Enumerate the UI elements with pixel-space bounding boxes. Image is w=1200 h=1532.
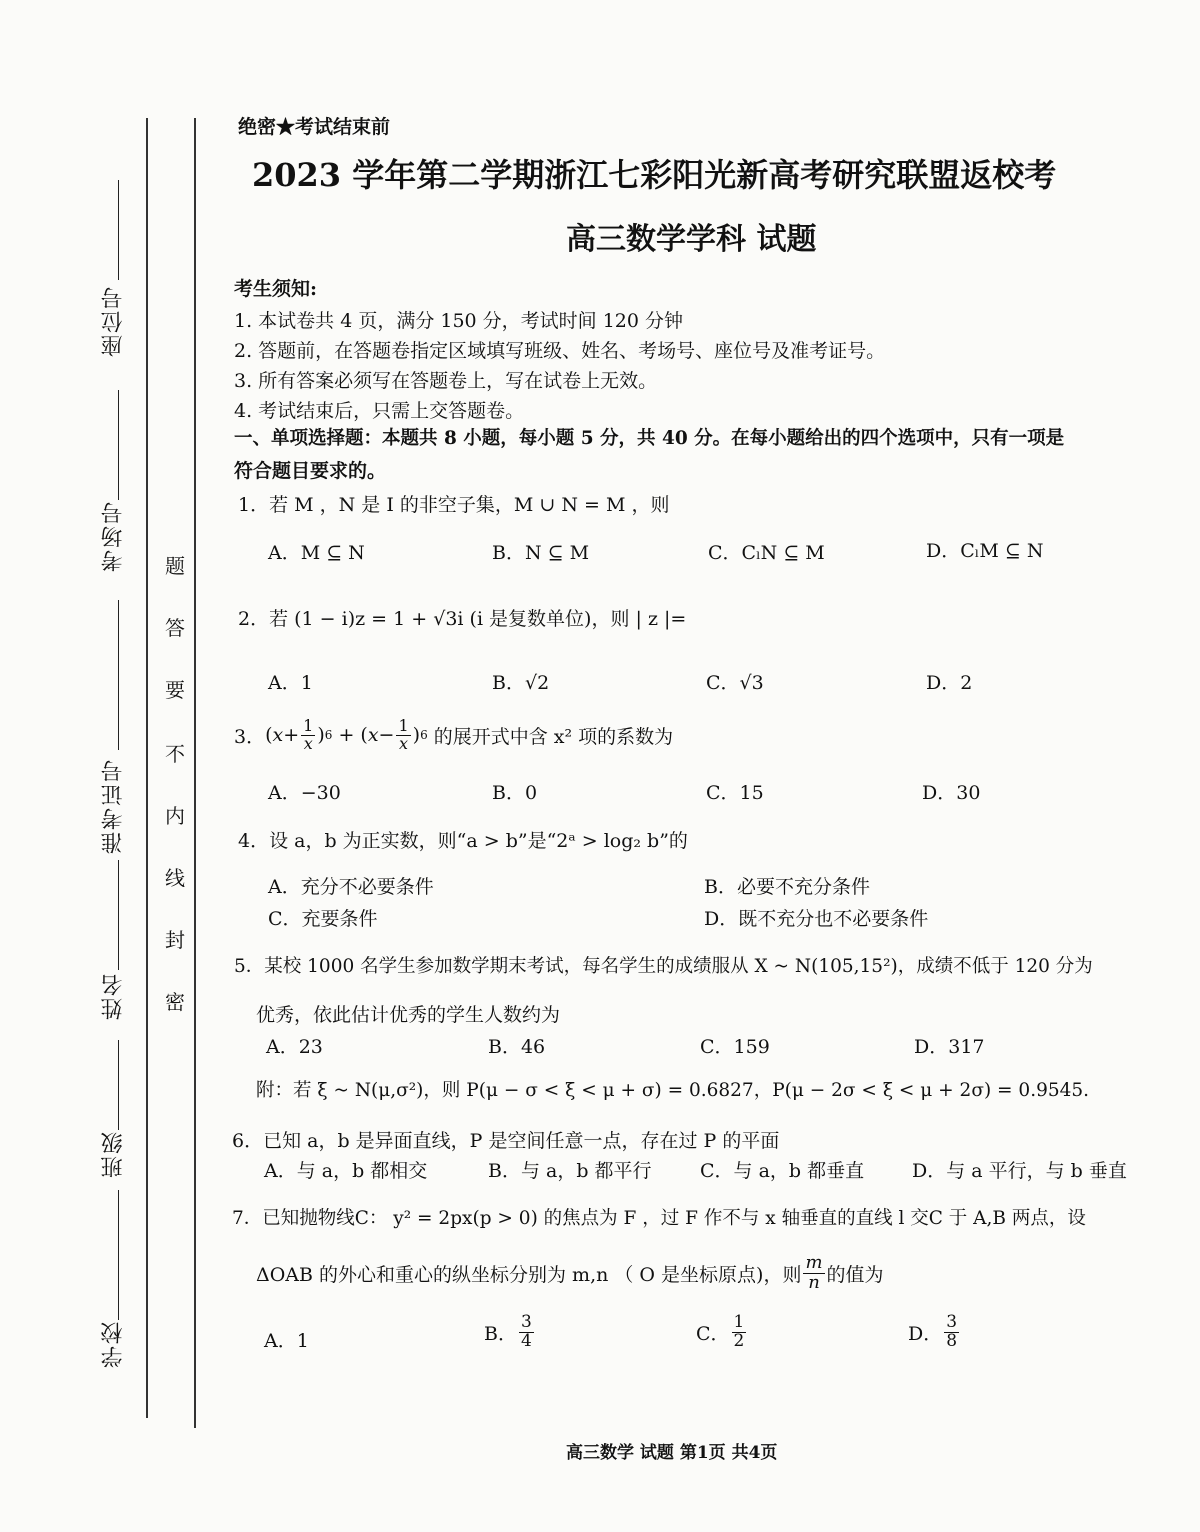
- q7-option-a-value: 1: [296, 1330, 309, 1352]
- q2-option-d: D．2: [926, 672, 973, 694]
- q7-option-d-frac: [944, 1314, 959, 1351]
- seal-char-8: 密: [165, 990, 185, 1014]
- seal-char-4: 不: [165, 742, 185, 766]
- q5-option-d: D．317: [914, 1036, 985, 1058]
- q7-stem-line2-b: 的值为: [826, 1263, 884, 1286]
- q3-stem: [234, 718, 673, 753]
- exam-subtitle: 高三数学学科 试题: [566, 222, 817, 257]
- q7-option-c-label: C．: [696, 1322, 730, 1345]
- q3-option-a: A．−30: [268, 782, 341, 804]
- q3-option-d: D．30: [922, 782, 981, 804]
- notice-item-1: 1. 本试卷共 4 页，满分 150 分，考试时间 120 分钟: [234, 310, 684, 332]
- label-ticket-number: 准考证号: [101, 758, 126, 854]
- q2-option-a: A．1: [268, 672, 313, 694]
- q7-option-d-num: 3: [946, 1312, 958, 1332]
- q3-number: 3．: [234, 725, 266, 748]
- notice-item-3: 3. 所有答案必须写在答题卷上，写在试卷上无效。: [234, 370, 658, 392]
- q6-option-d: D．与 a 平行，与 b 垂直: [912, 1160, 1127, 1182]
- seal-char-6: 线: [165, 866, 185, 890]
- q3-option-c: C．15: [706, 782, 764, 804]
- exam-title: 2023 学年第二学期浙江七彩阳光新高考研究联盟返校考: [252, 156, 1057, 194]
- q1-stem: 1．若 M ，N 是 I 的非空子集，M ∪ N = M ，则: [238, 494, 670, 516]
- q7-option-b-label: B．: [484, 1322, 517, 1345]
- q1-option-d: D．CₗM ⊆ N: [926, 540, 1044, 562]
- q7-option-c: [696, 1314, 748, 1351]
- q2-stem: 2．若 (1 − i)z = 1 + √3i (i 是复数单位)，则 | z |=: [238, 608, 687, 630]
- label-class: 班级: [101, 1130, 126, 1178]
- q5-note: 附：若 ξ ~ N(μ,σ²)，则 P(μ − σ < ξ < μ + σ) = 0.6827，P(μ − 2σ < ξ < μ + 2σ) = 0.9545.: [256, 1080, 1090, 1101]
- seal-char-5: 内: [165, 804, 185, 828]
- q7-fraction-den: n: [808, 1271, 820, 1293]
- q4-option-a: A．充分不必要条件: [268, 876, 434, 898]
- seal-char-7: 封: [165, 928, 185, 952]
- q5-option-c: C．159: [700, 1036, 770, 1058]
- q1-option-b: B．N ⊆ M: [492, 542, 590, 564]
- notice-item-2: 2. 答题前，在答题卷指定区域填写班级、姓名、考场号、座位号及准考证号。: [234, 340, 886, 362]
- notice-item-4: 4. 考试结束后，只需上交答题卷。: [234, 400, 525, 422]
- q7-option-c-num: 1: [733, 1312, 745, 1332]
- q5-stem-line1: 5．某校 1000 名学生参加数学期末考试，每名学生的成绩服从 X ~ N(105,15²)，成绩不低于 120 分为: [234, 956, 1093, 977]
- q1-option-a: A．M ⊆ N: [268, 542, 365, 564]
- q7-fraction: [803, 1254, 824, 1293]
- q7-option-d-label: D．: [908, 1322, 943, 1345]
- q7-option-d-den: 8: [946, 1330, 958, 1351]
- q4-option-d: D．既不充分也不必要条件: [704, 908, 929, 930]
- label-name: 姓名: [101, 972, 126, 1020]
- q7-option-a: [264, 1326, 309, 1353]
- label-school: 学校: [101, 1320, 126, 1368]
- q3-expression: ( x + $\frac{1}{x}$ ) 6 + ( x − $\frac{1}{x}$ ) 6: [265, 716, 428, 753]
- q6-stem: 6．已知 a，b 是异面直线，P 是空间任意一点，存在过 P 的平面: [232, 1130, 780, 1152]
- seal-char-2: 答: [165, 616, 185, 640]
- binding-line-outer: [146, 118, 148, 1418]
- q3-stem-tail: 的展开式中含 x² 项的系数为: [433, 725, 674, 748]
- q6-option-c: C．与 a，b 都垂直: [700, 1160, 865, 1182]
- seal-char-3: 要: [165, 678, 185, 702]
- blank-ticket: [118, 600, 119, 750]
- q2-option-c: C．√3: [706, 672, 764, 694]
- blank-seat: [118, 180, 119, 280]
- q7-stem-line1: 7．已知抛物线C： y² = 2px(p > 0) 的焦点为 F ，过 F 作不与 x 轴垂直的直线 l 交C 于 A,B 两点，设: [232, 1208, 1086, 1229]
- section1-line2: 符合题目要求的。: [234, 460, 387, 482]
- q5-option-b: B．46: [488, 1036, 546, 1058]
- q7-stem-line2-a: ΔOAB 的外心和重心的纵坐标分别为 m,n （ O 是坐标原点)，则: [256, 1263, 802, 1286]
- q2-option-b: B．√2: [492, 672, 550, 694]
- notice-heading: 考生须知:: [234, 278, 318, 300]
- q7-option-c-frac: [732, 1314, 747, 1351]
- q7-fraction-num: m: [805, 1252, 823, 1273]
- q7-option-b-num: 3: [520, 1312, 532, 1332]
- label-exam-room: 考场号: [101, 500, 126, 572]
- q4-option-c: C．充要条件: [268, 908, 378, 930]
- confidential-mark: 绝密★考试结束前: [238, 116, 391, 138]
- blank-room: [118, 390, 119, 500]
- q6-option-a: A．与 a，b 都相交: [264, 1160, 428, 1182]
- q4-option-b: B．必要不充分条件: [704, 876, 870, 898]
- q4-stem: 4．设 a，b 为正实数，则“a > b”是“2ᵃ > log₂ b”的: [238, 830, 688, 852]
- q5-stem-line2: 优秀，依此估计优秀的学生人数约为: [256, 1004, 561, 1026]
- q3-option-b: B．0: [492, 782, 538, 804]
- blank-name: [118, 860, 119, 970]
- q5-option-a: A．23: [266, 1036, 323, 1058]
- q7-option-c-den: 2: [733, 1330, 745, 1351]
- q7-stem-line2: [256, 1254, 884, 1293]
- q7-option-b: [484, 1314, 536, 1351]
- q7-option-a-label: A．: [264, 1330, 297, 1352]
- q6-option-b: B．与 a，b 都平行: [488, 1160, 652, 1182]
- seal-char-1: 题: [165, 554, 185, 578]
- q1-option-c: C．CₗN ⊆ M: [708, 542, 825, 564]
- q7-option-d: [908, 1314, 961, 1351]
- q7-option-b-frac: [519, 1314, 534, 1351]
- q7-option-b-den: 4: [520, 1330, 532, 1351]
- blank-school: [118, 1190, 119, 1320]
- binding-line-inner: [194, 118, 196, 1428]
- section1-line1: 一、单项选择题：本题共 8 小题，每小题 5 分，共 40 分。在每小题给出的四个选项中，只有一项是: [234, 428, 1065, 449]
- blank-class: [118, 1040, 119, 1130]
- label-seat-number: 座位号: [101, 285, 126, 357]
- page-footer: 高三数学 试题 第1页 共4页: [566, 1443, 778, 1463]
